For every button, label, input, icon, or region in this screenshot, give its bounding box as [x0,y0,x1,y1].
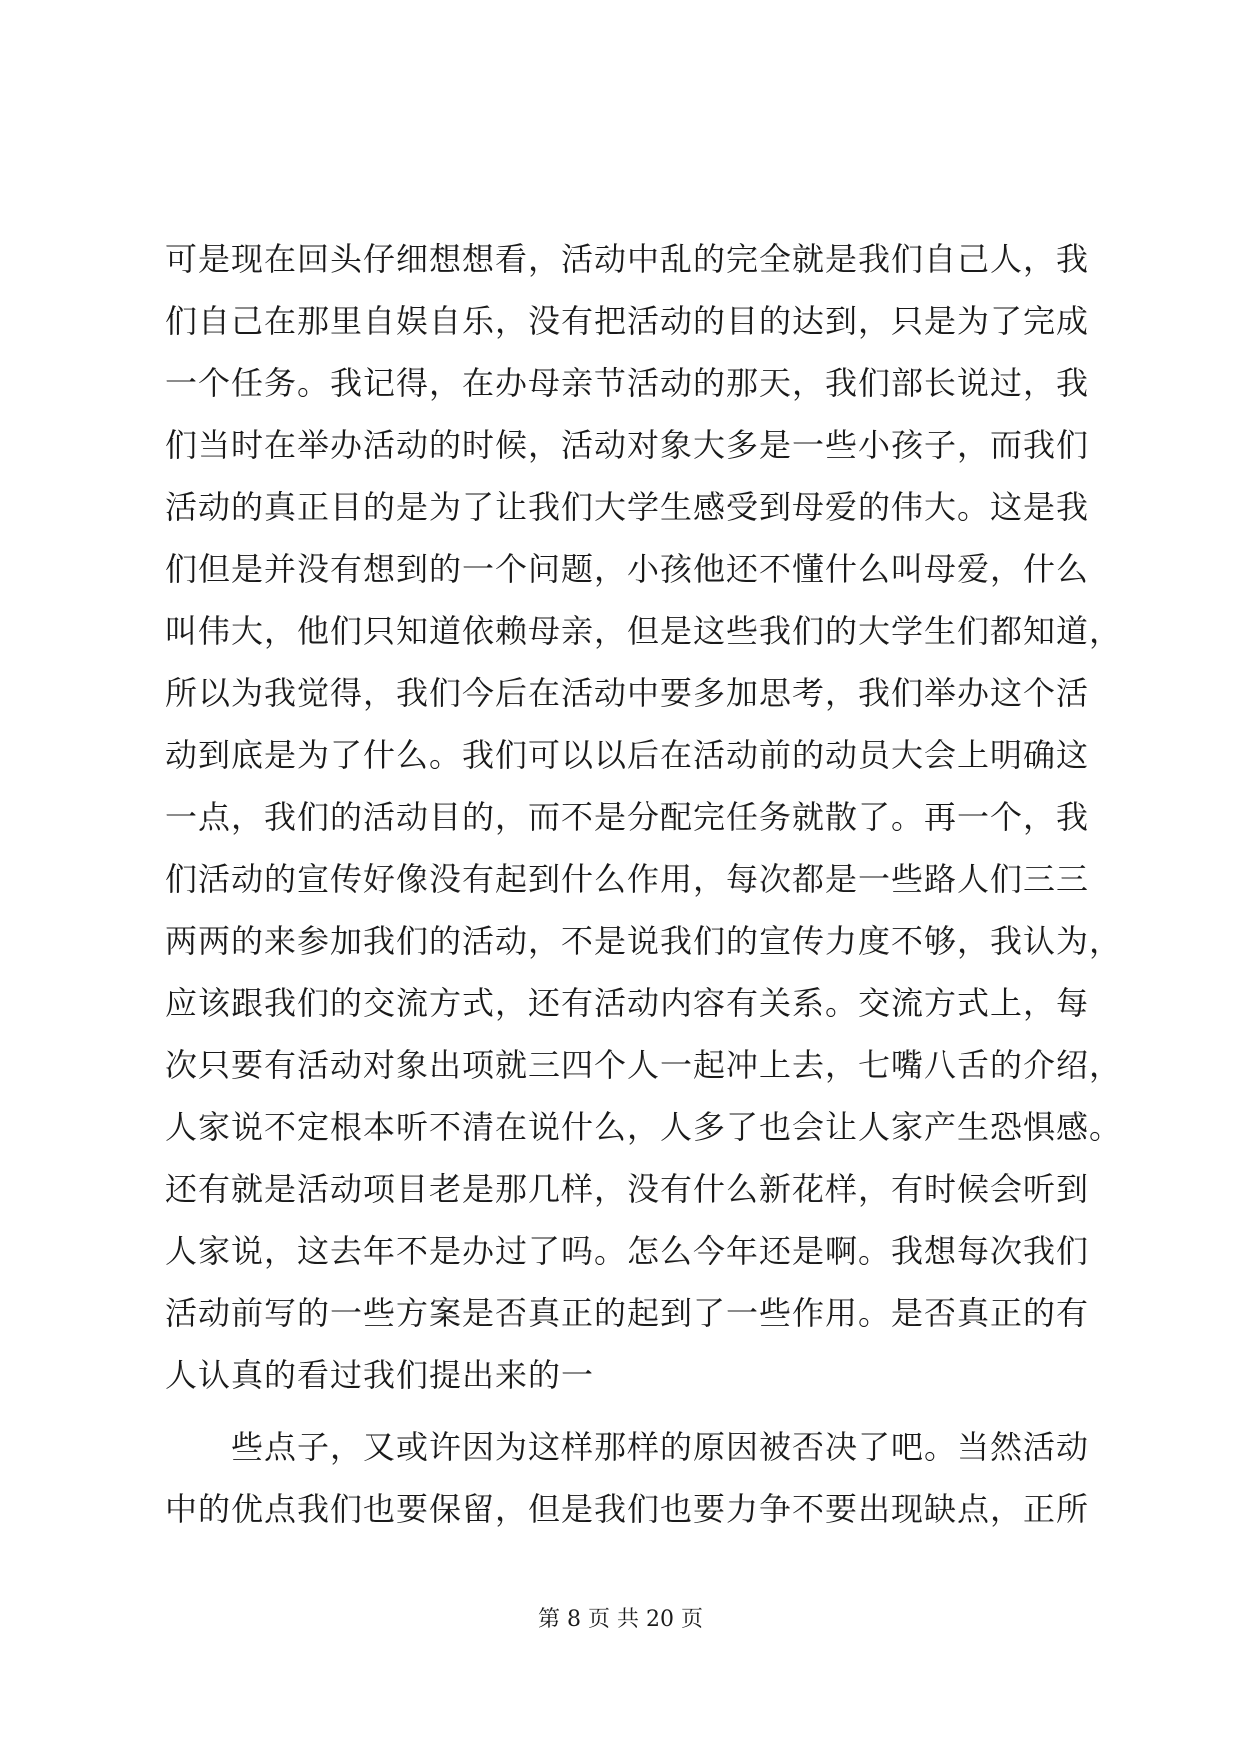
text-line: 们但是并没有想到的一个问题，小孩他还不懂什么叫母爱，什么 [165,550,1090,588]
text-line: 叫伟大，他们只知道依赖母亲，但是这些我们的大学生们都知道， [165,612,1123,650]
document-body [165,228,1123,1540]
text-line: 可是现在回头仔细想想看，活动中乱的完全就是我们自己人，我 [165,240,1090,278]
text-line: 两两的来参加我们的活动，不是说我们的宣传力度不够，我认为， [165,922,1123,960]
text-line: 活动前写的一些方案是否真正的起到了一些作用。是否真正的有 [165,1294,1090,1332]
text-line: 一点，我们的活动目的，而不是分配完任务就散了。再一个，我 [165,798,1090,836]
text-line: 中的优点我们也要保留，但是我们也要力争不要出现缺点，正所 [165,1490,1090,1528]
page-footer: 第 8 页 共 20 页 [538,1607,703,1632]
text-line: 动到底是为了什么。我们可以以后在活动前的动员大会上明确这 [165,736,1090,774]
text-line: 们活动的宣传好像没有起到什么作用，每次都是一些路人们三三 [165,860,1090,898]
text-line: 们自己在那里自娱自乐，没有把活动的目的达到，只是为了完成 [165,302,1090,340]
text-line: 人认真的看过我们提出来的一 [165,1356,595,1394]
text-line: 所以为我觉得，我们今后在活动中要多加思考，我们举办这个活 [165,674,1090,712]
text-line: 人家说不定根本听不清在说什么，人多了也会让人家产生恐惧感。 [165,1108,1123,1146]
text-line: 还有就是活动项目老是那几样，没有什么新花样，有时候会听到 [165,1170,1090,1208]
text-line: 次只要有活动对象出项就三四个人一起冲上去，七嘴八舌的介绍， [165,1046,1123,1084]
text-line: 应该跟我们的交流方式，还有活动内容有关系。交流方式上，每 [165,984,1090,1022]
text-line: 活动的真正目的是为了让我们大学生感受到母爱的伟大。这是我 [165,488,1090,526]
text-line: 人家说，这去年不是办过了吗。怎么今年还是啊。我想每次我们 [165,1232,1090,1270]
text-line: 们当时在举办活动的时候，活动对象大多是一些小孩子，而我们 [165,426,1090,464]
paragraph-2-first-line: 些点子，又或许因为这样那样的原因被否决了吧。当然活动 [231,1428,1090,1466]
text-line: 一个任务。我记得，在办母亲节活动的那天，我们部长说过，我 [165,364,1090,402]
